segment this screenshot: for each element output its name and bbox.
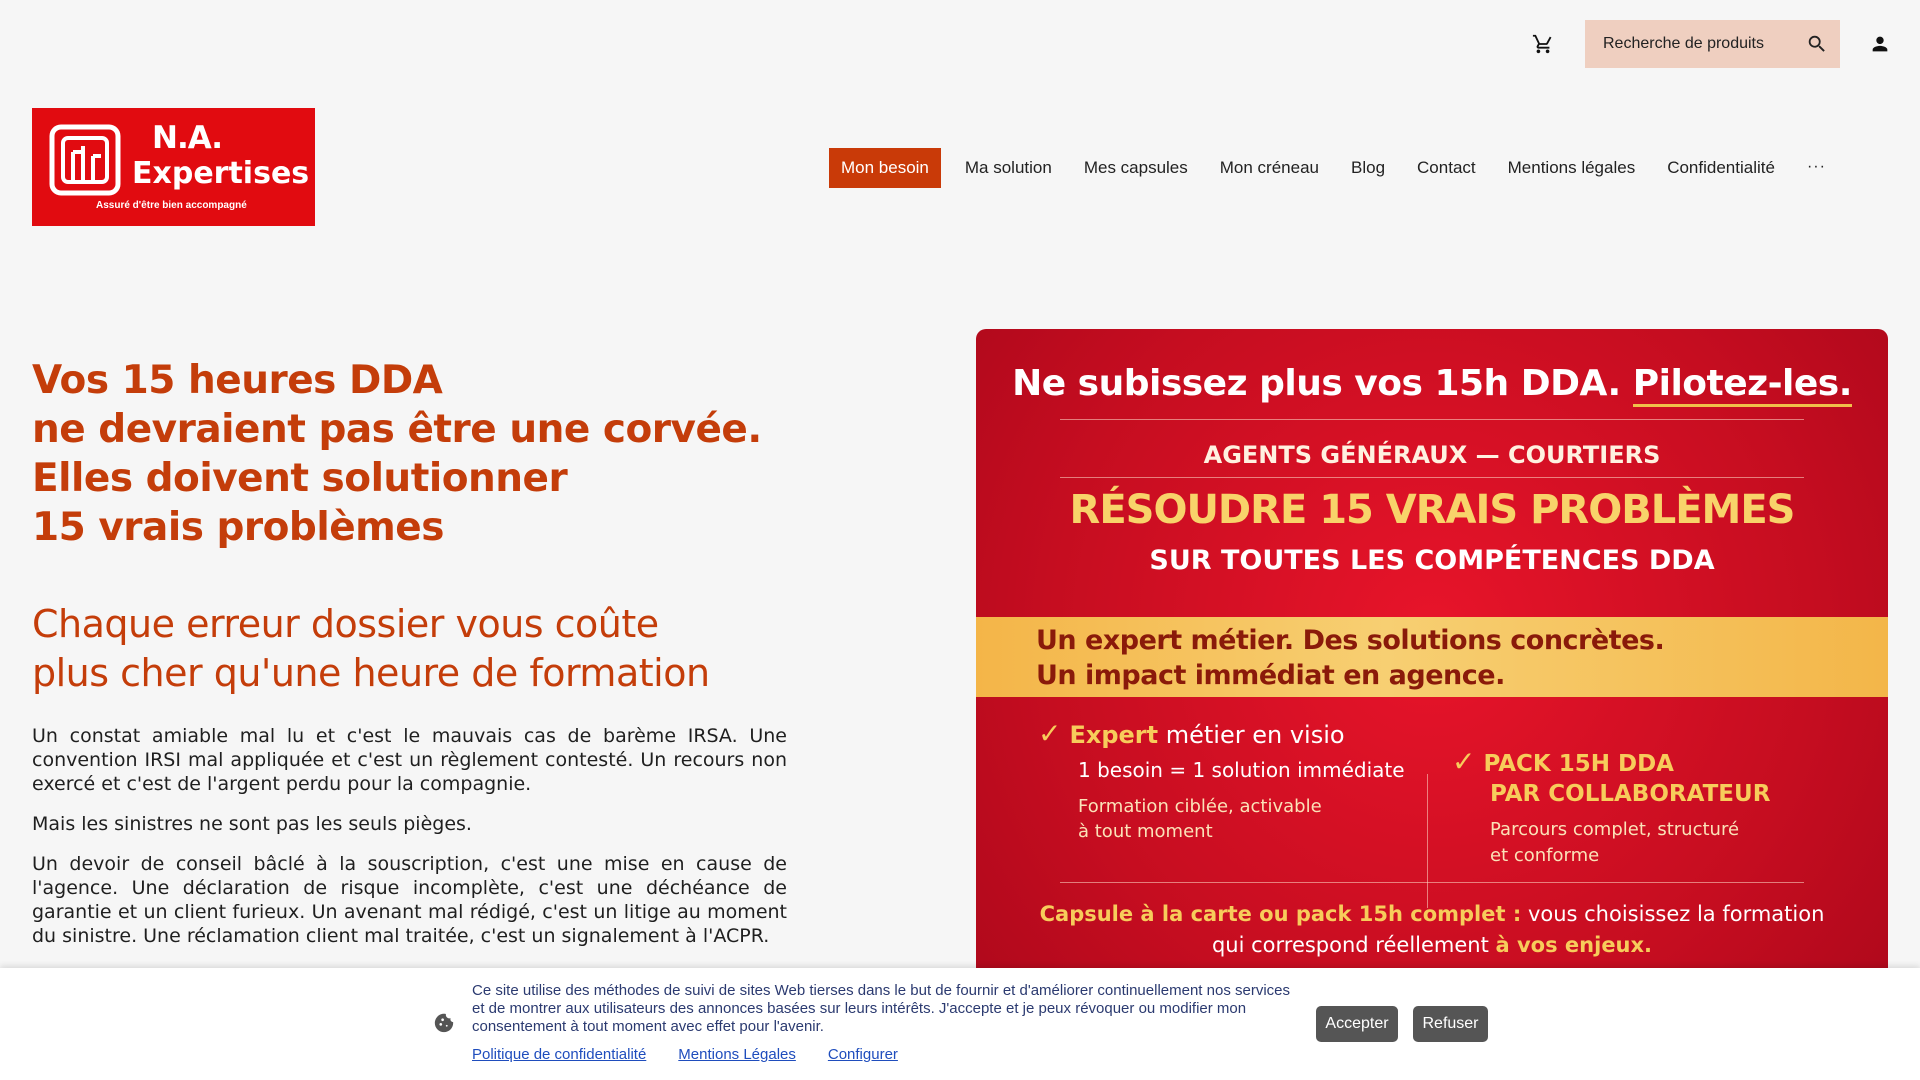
promo-footer-line2b: à vos enjeux.	[1495, 933, 1653, 957]
refuse-button[interactable]: Refuser	[1413, 1006, 1488, 1042]
promo-footer	[976, 899, 1888, 961]
promo-right-line3a: Parcours complet, structuré	[1490, 819, 1740, 840]
hero-heading-line: ne devraient pas être une corvée.	[32, 407, 762, 452]
site-logo[interactable]	[32, 108, 315, 226]
check-icon: ✓	[1038, 717, 1062, 750]
account-button[interactable]	[1862, 24, 1898, 64]
cookie-icon	[433, 1012, 455, 1034]
logo-tagline: Assuré d'être bien accompagné	[96, 200, 247, 211]
main-nav	[829, 148, 1842, 188]
promo-left-line3b: à tout moment	[1078, 821, 1213, 842]
hero-subheading	[32, 600, 787, 698]
hero-heading-line: 15 vrais problèmes	[32, 505, 444, 550]
promo-footer-rest: vous choisissez la formation	[1527, 902, 1825, 926]
promo-footer-line2a: qui correspond réellement	[1211, 933, 1489, 957]
logo-line1: N.A.	[152, 120, 223, 156]
nav-item-confidentialite[interactable]: Confidentialité	[1667, 158, 1775, 177]
nav-more-button[interactable]: ···	[1806, 158, 1826, 175]
promo-left-line3	[1078, 794, 1458, 844]
account-icon	[1869, 33, 1891, 55]
promo-left-head-rest: métier en visio	[1165, 721, 1345, 749]
search-icon	[1806, 33, 1828, 55]
promo-title	[976, 363, 1888, 404]
nav-item-blog[interactable]: Blog	[1351, 158, 1386, 177]
promo-left-line3a: Formation ciblée, activable	[1078, 796, 1322, 817]
promo-big-line: RÉSOUDRE 15 VRAIS PROBLÈMES	[1069, 487, 1795, 533]
cookie-text: Ce site utilise des méthodes de suivi de sites Web tierses dans le but de fournir et d'améliorer continuellement nos services et de montrer aux utilisateurs des annonces basées sur leurs intérêts. J'accepte et je peux révoquer ou modifier mon consentement à tout moment avec effet pour l'avenir.	[472, 982, 1290, 1035]
promo-divider	[1060, 477, 1804, 478]
hero-content	[32, 356, 787, 948]
logo-line2: Expertises	[132, 156, 310, 191]
nav-item-mon-creneau[interactable]: Mon créneau	[1219, 158, 1319, 177]
promo-subtitle: AGENTS GÉNÉRAUX — COURTIERS	[1203, 441, 1661, 469]
promo-left-column	[1038, 717, 1458, 844]
promo-divider	[1060, 882, 1804, 883]
promo-footer-bold: Capsule à la carte ou pack 15h complet :	[1039, 902, 1522, 926]
nav-item-mon-besoin[interactable]: Mon besoin	[829, 148, 941, 188]
hero-heading-line: Elles doivent solutionner	[32, 456, 568, 501]
promo-right-line3	[1490, 817, 1872, 869]
cookie-links	[472, 1046, 898, 1063]
promo-band-line1: Un expert métier. Des solutions concrètes.	[1036, 625, 1665, 656]
promo-right-column	[1452, 747, 1872, 869]
promo-footer-line1	[976, 899, 1888, 930]
promo-divider	[1060, 419, 1804, 420]
hero-paragraph-2: Mais les sinistres ne sont pas les seuls pièges.	[32, 813, 472, 835]
hero-paragraph-1: Un constat amiable mal lu et c'est le mauvais cas de barème IRSA. Une convention IRSI mal appliquée et c'est un règlement contesté. Un recours non exercé et c'est de l'argent perdu pour la compagnie.	[32, 725, 787, 795]
promo-right-line3b: et conforme	[1490, 845, 1600, 866]
cookie-banner	[0, 968, 1920, 1080]
search-input[interactable]	[1603, 35, 1798, 53]
promo-band-line2: Un impact immédiat en agence.	[1036, 660, 1505, 691]
promo-band	[976, 617, 1888, 697]
search-button[interactable]	[1798, 20, 1836, 68]
top-utility-bar	[1523, 20, 1898, 68]
promo-title-a: Ne subissez plus vos 15h DDA.	[1012, 363, 1621, 404]
check-icon: ✓	[1452, 745, 1476, 778]
hero-subheading-line: Chaque erreur dossier vous coûte	[32, 602, 659, 646]
promo-left-line2: 1 besoin = 1 solution immédiate	[1078, 758, 1405, 782]
hero-paragraph-3: Un devoir de conseil bâclé à la souscription, c'est une mise en cause de l'agence. Une déclaration de risque incomplète, c'est une déchéance de garantie et un client furieux. Un avenant mal rédigé, c'est un litige au moment du sinistre. Une réclamation client mal traitée, c'est un signalement à l'ACPR.	[32, 853, 787, 947]
nav-item-contact[interactable]: Contact	[1417, 158, 1476, 177]
accept-button[interactable]: Accepter	[1316, 1006, 1398, 1042]
cart-button[interactable]	[1523, 24, 1563, 64]
promo-right-head2: PAR COLLABORATEUR	[1490, 781, 1771, 807]
search-box	[1585, 20, 1840, 68]
logo-maze-icon	[49, 124, 121, 196]
promo-big-line-2: SUR TOUTES LES COMPÉTENCES DDA	[1149, 545, 1715, 576]
promo-title-b: Pilotez-les.	[1633, 363, 1852, 407]
promo-vertical-divider	[1427, 774, 1428, 908]
promo-left-head-bold: Expert	[1069, 721, 1159, 749]
promo-right-head1: PACK 15H DDA	[1483, 751, 1674, 777]
promo-left-head	[1038, 717, 1458, 750]
nav-item-ma-solution[interactable]: Ma solution	[964, 158, 1052, 177]
configure-link[interactable]: Configurer	[827, 1046, 898, 1063]
promo-footer-line2	[976, 930, 1888, 961]
hero-subheading-line: plus cher qu'une heure de formation	[32, 651, 710, 695]
privacy-policy-link[interactable]: Politique de confidentialité	[472, 1046, 647, 1063]
cart-icon	[1532, 33, 1554, 55]
legal-notice-link[interactable]: Mentions Légales	[678, 1046, 796, 1063]
hero-heading	[32, 356, 787, 552]
nav-item-mentions-legales[interactable]: Mentions légales	[1507, 158, 1636, 177]
hero-heading-line: Vos 15 heures DDA	[32, 358, 443, 403]
promo-right-head	[1452, 747, 1872, 809]
nav-item-mes-capsules[interactable]: Mes capsules	[1083, 158, 1188, 177]
